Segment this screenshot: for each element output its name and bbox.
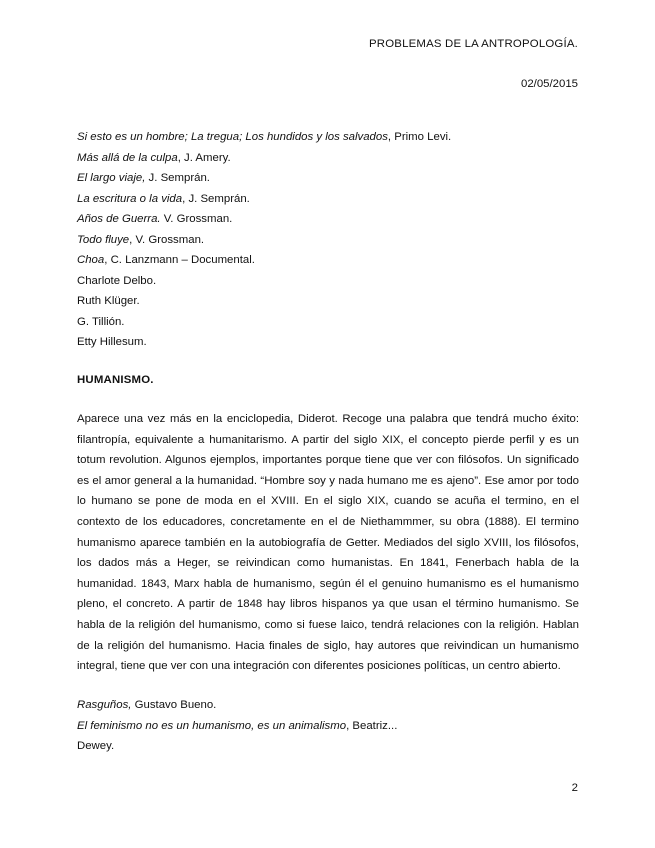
- bibliography-entry: [77, 189, 580, 210]
- work-author: , J. Amery.: [177, 151, 231, 164]
- bibliography-entry: [77, 250, 580, 271]
- body-paragraph: Aparece una vez más en la enciclopedia, Diderot. Recoge una palabra que tendrá mucho éxito: filantropía, equivalente a humanitarismo. A partir del siglo XIX, el concepto pierde perfil y es un totum revolution. Algunos ejemplos, importantes porque tiene que ver con filósofos. Un significado es el amor general a la humanidad. “Hombre soy y nada humano me es ajeno”. Ese amor por todo lo humano se pone de moda en el XVIII. En el siglo XIX, cuando se acuña el termino, en el contexto de los educadores, concretamente en el de Niethammmer, su obra (1888). El termino humanismo aparece también en la autobiografía de Getter. Mediados del siglo XVIII, los filósofos, los dados más a Heger, se reivindican como humanistas. En 1841, Fenerbach habla de la humanidad. 1843, Marx habla de humanismo, según él el genuino humanismo es el humanismo pleno, el concreto. A partir de 1848 hay libros hispanos ya que usan el término humanismo. Se habla de la religión del humanismo, como si fuese laico, tendrá relaciones con la religión. Hablan de la religión del humanismo. Hacia finales de siglo, hay autores que reivindican un humanismo integral, tiene que ver con una integración con diferentes posiciones políticas, un centro abierto.: [77, 413, 579, 673]
- bibliography-entry: [77, 148, 580, 169]
- work-author: , C. Lanzmann – Documental.: [104, 254, 255, 266]
- reference-author: Gustavo Bueno.: [131, 699, 217, 711]
- bibliography-entry: [77, 127, 580, 148]
- bibliography-list: [77, 127, 580, 353]
- reference-entry: [77, 695, 580, 716]
- reference-entry: [77, 736, 580, 757]
- bibliography-entry: [77, 230, 580, 251]
- reference-author: Dewey.: [77, 740, 115, 752]
- reference-title: Rasguños,: [77, 699, 132, 711]
- reference-author: , Beatriz...: [346, 719, 398, 732]
- additional-references: [77, 695, 580, 757]
- work-author: , Primo Levi.: [387, 131, 452, 143]
- work-author: Etty Hillesum.: [77, 336, 147, 348]
- reference-entry: [77, 716, 580, 737]
- bibliography-entry: [77, 271, 580, 292]
- reference-title: El feminismo no es un humanismo, es un animalismo: [77, 719, 347, 732]
- work-author: , J. Semprán.: [182, 192, 250, 205]
- work-title: Todo fluye: [77, 233, 130, 246]
- work-title: Años de Guerra.: [77, 213, 161, 225]
- work-title: Choa: [77, 254, 105, 266]
- page-number: 2: [571, 782, 578, 794]
- work-author: J. Semprán.: [145, 172, 210, 184]
- work-author: Ruth Klüger.: [77, 295, 140, 307]
- work-title: Más allá de la culpa: [77, 151, 178, 164]
- bibliography-entry: [77, 168, 580, 189]
- header-date: 02/05/2015: [520, 78, 578, 90]
- section-heading: HUMANISMO.: [77, 374, 154, 386]
- bibliography-entry: [77, 332, 580, 353]
- work-author: V. Grossman.: [160, 213, 233, 225]
- header-title: PROBLEMAS DE LA ANTROPOLOGÍA.: [369, 38, 578, 50]
- work-author: Charlote Delbo.: [77, 274, 157, 287]
- work-title: Si esto es un hombre; La tregua; Los hundidos y los salvados: [77, 131, 388, 143]
- bibliography-entry: [77, 291, 580, 312]
- bibliography-entry: [77, 312, 580, 333]
- work-title: El largo viaje,: [77, 172, 146, 184]
- work-author: G. Tillión.: [77, 315, 125, 328]
- bibliography-entry: [77, 209, 580, 230]
- work-title: La escritura o la vida: [77, 192, 183, 205]
- work-author: , V. Grossman.: [129, 233, 205, 246]
